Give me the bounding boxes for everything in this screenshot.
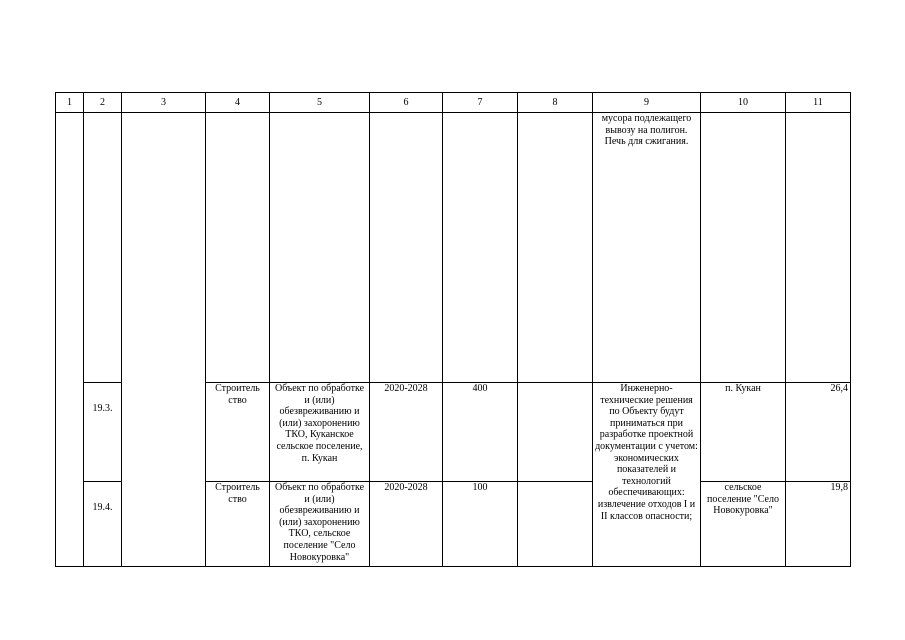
header-col-4: 4 [206, 93, 270, 113]
location: сельское поселение "Село Новокуровка" [701, 482, 786, 567]
header-col-11: 11 [786, 93, 851, 113]
area-value: 19,8 [786, 482, 851, 567]
cell-col-7 [443, 113, 518, 383]
row-number: 19.3. [84, 383, 122, 482]
capacity: 100 [443, 482, 518, 567]
period: 2020-2028 [370, 383, 443, 482]
cell-col-6 [370, 113, 443, 383]
period: 2020-2028 [370, 482, 443, 567]
work-type: Строитель ство [206, 383, 270, 482]
object-description: Объект по обработке и (или) обезвреживанию и (или) захоронению ТКО, Куканское сельское поселение, п. Кукан [270, 383, 370, 482]
location: п. Кукан [701, 383, 786, 482]
cell-col-9-continuation: мусора подлежащего вывозу на полигон. Печь для сжигания. [593, 113, 701, 383]
cell-col-2 [84, 113, 122, 383]
header-col-9: 9 [593, 93, 701, 113]
header-col-7: 7 [443, 93, 518, 113]
cell-col-4 [206, 113, 270, 383]
header-col-6: 6 [370, 93, 443, 113]
table-row-continuation [56, 113, 851, 383]
header-col-8: 8 [518, 93, 593, 113]
cell-col-10 [701, 113, 786, 383]
cell-col-8 [518, 383, 593, 482]
cell-col-8 [518, 482, 593, 567]
capacity: 400 [443, 383, 518, 482]
cell-col-8 [518, 113, 593, 383]
area-value: 26,4 [786, 383, 851, 482]
header-col-2: 2 [84, 93, 122, 113]
header-col-1: 1 [56, 93, 84, 113]
header-col-10: 10 [701, 93, 786, 113]
technical-solutions-merged: Инженерно-технические решения по Объекту будут приниматься при разработке проектной документации с учетом: экономических показателей и технологий обеспечивающих: извлечение отходов I и II классов опасности; [593, 383, 701, 567]
cell-col-1-merged [56, 113, 84, 567]
cell-col-3-merged [122, 113, 206, 567]
header-row [56, 93, 851, 113]
cell-col-5 [270, 113, 370, 383]
work-type: Строитель ство [206, 482, 270, 567]
header-col-3: 3 [122, 93, 206, 113]
row-number: 19.4. [84, 482, 122, 567]
object-description: Объект по обработке и (или) обезвреживанию и (или) захоронению ТКО, сельское поселение "Село Новокуровка" [270, 482, 370, 567]
header-col-5: 5 [270, 93, 370, 113]
document-table [55, 92, 851, 567]
cell-col-11 [786, 113, 851, 383]
